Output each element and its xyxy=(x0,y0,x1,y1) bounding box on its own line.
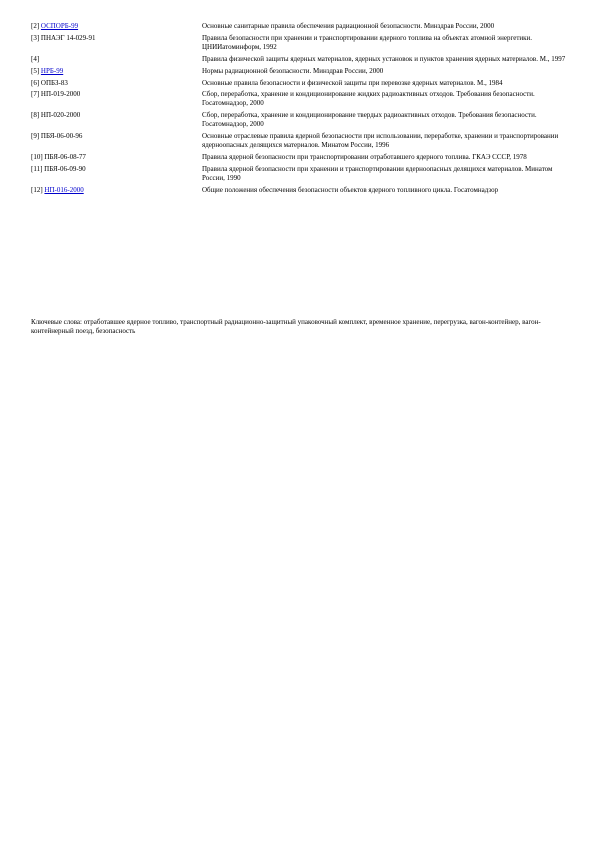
reference-code-cell xyxy=(31,132,202,153)
reference-title: Основные отраслевые правила ядерной безопасности при использовании, переработке, хранении и транспортировании ядерноопасных делящихся материалов. Минатом России, 1996 xyxy=(202,132,559,149)
reference-row xyxy=(31,153,566,165)
reference-number: [12] xyxy=(31,185,43,194)
reference-code-cell xyxy=(31,22,202,34)
reference-number: [2] xyxy=(31,22,40,30)
reference-row xyxy=(31,67,566,79)
reference-title: Сбор, переработка, хранение и кондиционирование твердых радиоактивных отходов. Требования безопасности. Госатомнадзор, 2000 xyxy=(202,111,537,129)
reference-code-link[interactable]: ОСПОРБ-99 xyxy=(40,22,79,30)
reference-number: [7] xyxy=(31,90,40,99)
reference-row xyxy=(31,132,566,153)
reference-code: ПНАЭГ 14-029-91 xyxy=(40,33,96,42)
reference-row xyxy=(31,111,566,132)
reference-number: [3] xyxy=(31,33,40,42)
reference-title: Основные санитарные правила обеспечения радиационной безопасности. Минздрав России, 2000 xyxy=(202,22,495,30)
reference-code-cell xyxy=(31,90,202,111)
reference-title: Правила безопасности при хранении и транспортировании ядерного топлива на объектах атомной энергетики. ЦНИИатоминформ, 1992 xyxy=(202,33,533,51)
reference-code-link[interactable]: НРБ-99 xyxy=(40,66,64,75)
reference-code: НП-020-2000 xyxy=(40,111,81,120)
reference-code: ПБЯ-06-08-77 xyxy=(44,152,86,161)
reference-title: Общие положения обеспечения безопасности объектов ядерного топливного цикла. Госатомнадзор xyxy=(202,185,499,194)
reference-row xyxy=(31,79,566,91)
reference-title: Нормы радиационной безопасности. Минздрав России, 2000 xyxy=(202,66,384,75)
reference-code: ПБЯ-06-00-96 xyxy=(40,132,83,141)
reference-code-cell xyxy=(31,186,202,198)
reference-code-cell xyxy=(31,55,202,67)
reference-row xyxy=(31,22,566,34)
reference-number: [5] xyxy=(31,66,40,75)
reference-row xyxy=(31,186,566,198)
reference-row xyxy=(31,34,566,55)
reference-row xyxy=(31,55,566,67)
reference-row xyxy=(31,90,566,111)
reference-title: Сбор, переработка, хранение и кондиционирование жидких радиоактивных отходов. Требования безопасности. Госатомнадзор, 2000 xyxy=(202,90,535,108)
reference-code-cell xyxy=(31,153,202,165)
reference-number: [4] xyxy=(31,54,40,63)
reference-code-link[interactable]: НП-016-2000 xyxy=(44,185,84,194)
reference-row xyxy=(31,165,566,186)
reference-number: [9] xyxy=(31,132,40,141)
reference-number: [6] xyxy=(31,78,40,87)
reference-number: [11] xyxy=(31,164,43,173)
reference-number: [10] xyxy=(31,152,43,161)
reference-title: Правила физической защиты ядерных материалов, ядерных установок и пунктов хранения ядерных материалов. М., 1997 xyxy=(202,54,566,63)
reference-number: [8] xyxy=(31,111,40,120)
reference-code-cell xyxy=(31,79,202,91)
reference-title: Основные правила безопасности и физической защиты при перевозке ядерных материалов. М., 1984 xyxy=(202,78,503,87)
reference-code-cell xyxy=(31,67,202,79)
reference-code: ПБЯ-06-09-90 xyxy=(44,164,86,173)
reference-title: Правила ядерной безопасности при хранении и транспортировании ядерноопасных делящихся материалов. Минатом России, 1990 xyxy=(202,164,553,182)
references-body xyxy=(31,22,566,198)
references-table xyxy=(31,22,566,198)
reference-code: ОПБЗ-83 xyxy=(40,78,68,87)
reference-code-cell xyxy=(31,165,202,186)
reference-title: Правила ядерной безопасности при транспортировании отработавшего ядерного топлива. ГКАЭ СССР, 1978 xyxy=(202,152,527,161)
reference-code-cell xyxy=(31,34,202,55)
reference-code-cell xyxy=(31,111,202,132)
reference-code: НП-019-2000 xyxy=(40,90,81,99)
keywords-paragraph: Ключевые слова: отработавшее ядерное топливо, транспортный радиационно-защитный упаковочный комплект, временное хранение, перегрузка, вагон-контейнер, вагон-контейнерный поезд, безопасность xyxy=(31,318,541,335)
